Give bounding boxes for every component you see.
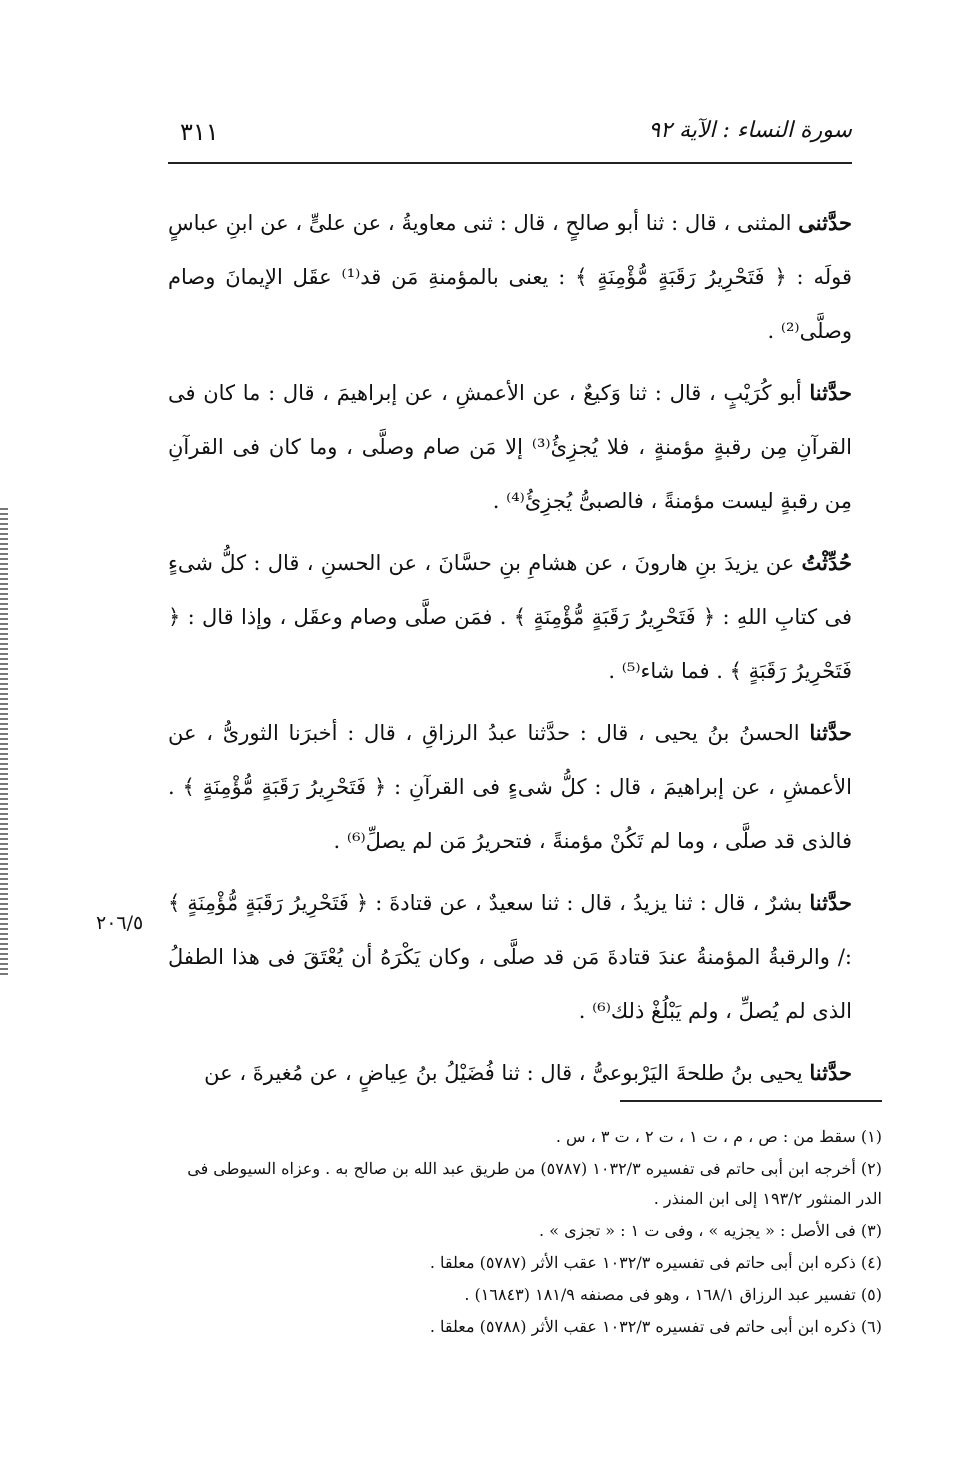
hadith-paragraph — [168, 706, 852, 868]
footnote: (٣) فى الأصل : « يجزيه » ، وفى ت ١ : « تجزى » . — [539, 1221, 882, 1240]
paragraph-text: يحيى بنُ طلحةَ اليَرْبوعىُّ ، قال : ثنا فُضَيْلُ بنُ عِياضٍ ، عن مُغيرةَ ، عن — [204, 1061, 803, 1085]
binding-edge — [0, 508, 8, 978]
surah-title: سورة النساء : الآية ٩٢ — [648, 118, 852, 143]
paragraph-text: بشرٌ ، قال : ثنا يزيدُ ، قال : ثنا سعيدٌ ، عن قتادةَ : ﴿ فَتَحْرِيرُ رَقَبَةٍ مُّؤْمِنَةٍ ﴾ :/ والرقبةُ المؤمنةُ عندَ قتادةَ مَن قد صلَّى ، وكان يَكْرَهُ أن يُعْتَقَ فى هذا الطفلُ الذى لم يُصلِّ ، ولم يَبْلُغْ ذلك⁽⁶⁾ . — [168, 891, 852, 1023]
footnotes — [168, 1122, 882, 1344]
paragraph-text: الحسنُ بنُ يحيى ، قال : حدَّثنا عبدُ الرزاقِ ، قال : أخبرَنا الثورىُّ ، عن الأعمشِ ، عن إبراهيمَ ، قال : كلُّ شىءٍ فى القرآنِ : ﴿ فَتَحْرِيرُ رَقَبَةٍ مُّؤْمِنَةٍ ﴾ . فالذى قد صلَّى ، وما لم تَكُنْ مؤمنةً ، فتحريرُ مَن لم يصلِّ⁽⁶⁾ . — [168, 721, 852, 853]
paragraph-text: المثنى ، قال : ثنا أبو صالحٍ ، قال : ثنى معاويةُ ، عن علىٍّ ، عن ابنِ عباسٍ قولَه : ﴿ فَتَحْرِيرُ رَقَبَةٍ مُّؤْمِنَةٍ ﴾ : يعنى بالمؤمنةِ مَن قد⁽¹⁾ عقَل الإيمانَ وصام وصلَّى⁽²⁾ . — [168, 211, 852, 343]
page-number: ٣١١ — [180, 118, 219, 146]
footnote: (١) سقط من : ص ، م ، ت ١ ، ت ٢ ، ت ٣ ، س . — [555, 1127, 882, 1146]
footnote: (٢) أخرجه ابن أبى حاتم فى تفسيره ١٠٣٢/٣ (٥٧٨٧) من طريق عبد الله بن صالح به . وعزاه السيوطى فى الدر المنثور ١٩٣/٢ إلى ابن المنذر . — [187, 1159, 882, 1208]
paragraph-lead: حُدِّثْتُ — [801, 550, 852, 575]
footnote: (٤) ذكره ابن أبى حاتم فى تفسيره ١٠٣٢/٣ عقب الأثر (٥٧٨٧) معلقا . — [429, 1253, 882, 1272]
margin-volume-marker: ٢٠٦/٥ — [96, 912, 144, 934]
paragraph-lead: حدَّثنا — [809, 720, 852, 745]
header-rule — [168, 162, 852, 164]
main-text — [168, 196, 852, 1108]
paragraph-text: عن يزيدَ بنِ هارونَ ، عن هشامِ بنِ حسَّانَ ، عن الحسنِ ، قال : كلُّ شىءٍ فى كتابِ اللهِ : ﴿ فَتَحْرِيرُ رَقَبَةٍ مُّؤْمِنَةٍ ﴾ . فمَن صلَّى وصام وعقَل ، وإذا قال : ﴿ فَتَحْرِيرُ رَقَبَةٍ ﴾ . فما شاء⁽⁵⁾ . — [168, 551, 852, 683]
footnote-rule — [620, 1100, 882, 1102]
paragraph-text: أبو كُرَيْبٍ ، قال : ثنا وَكيعٌ ، عن الأعمشِ ، عن إبراهيمَ ، قال : ما كان فى القرآنِ مِن رقبةٍ مؤمنةٍ ، فلا يُجزِئُ⁽³⁾ إلا مَن صام وصلَّى ، وما كان فى القرآنِ مِن رقبةٍ ليست مؤمنةً ، فالصبىُّ يُجزِئُ⁽⁴⁾ . — [168, 381, 852, 513]
paragraph-lead: حدَّثنى — [798, 210, 852, 235]
paragraph-lead: حدَّثنا — [809, 380, 852, 405]
footnote: (٥) تفسير عبد الرزاق ١٦٨/١ ، وهو فى مصنفه ١٨١/٩ (١٦٨٤٣) . — [464, 1285, 882, 1304]
hadith-paragraph — [168, 366, 852, 528]
hadith-paragraph — [168, 1046, 852, 1100]
paragraph-lead: حدَّثنا — [809, 890, 852, 915]
footnote: (٦) ذكره ابن أبى حاتم فى تفسيره ١٠٣٢/٣ عقب الأثر (٥٧٨٨) معلقا . — [429, 1317, 882, 1336]
hadith-paragraph — [168, 876, 852, 1038]
paragraph-lead: حدَّثنا — [809, 1060, 852, 1085]
hadith-paragraph — [168, 196, 852, 358]
page-header — [168, 118, 852, 162]
hadith-paragraph — [168, 536, 852, 698]
